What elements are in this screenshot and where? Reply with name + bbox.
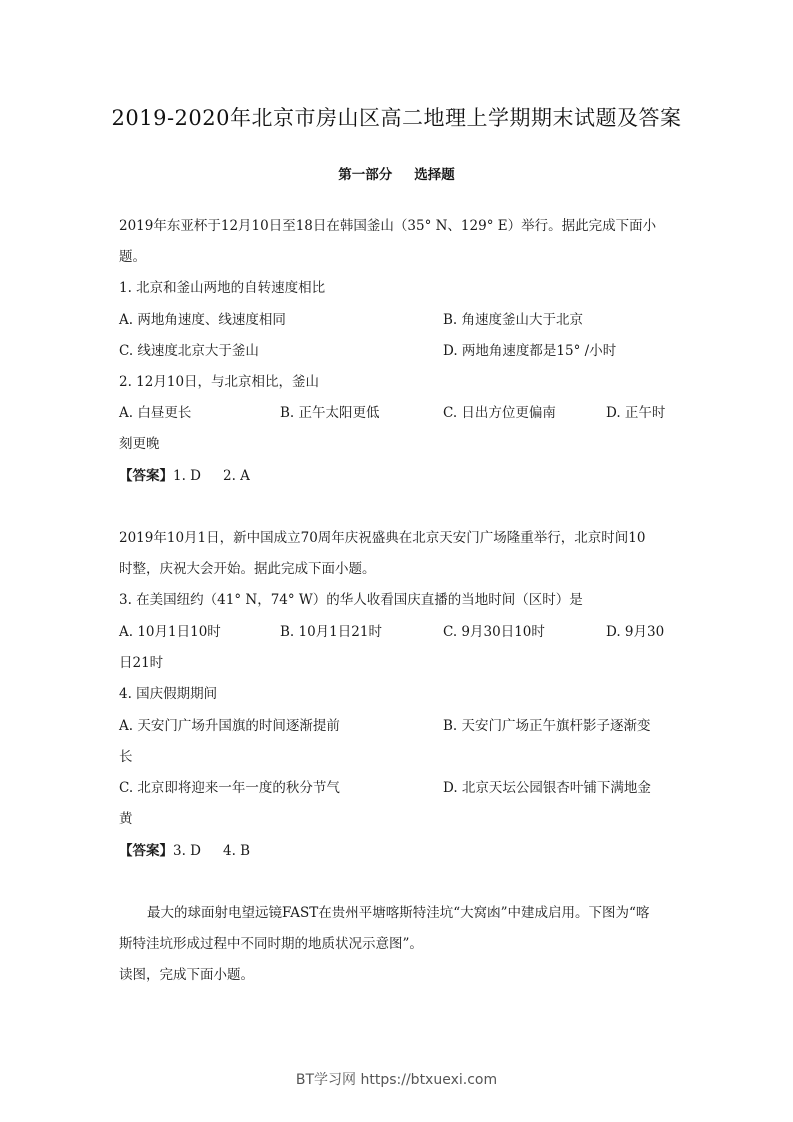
q2-option-b: B. 正午太阳更低 bbox=[280, 405, 380, 421]
q1-option-a: A. 两地角速度、线速度相同 bbox=[119, 312, 286, 328]
group1-intro-line1: 2019年东亚杯于12月10日至18日在韩国釜山（35° N、129° E）举行。据此完成下面小 bbox=[119, 218, 657, 234]
q4-option-a: A. 天安门广场升国旗的时间逐渐提前 bbox=[119, 718, 340, 734]
group2-intro-line1: 2019年10月1日，新中国成立70周年庆祝盛典在北京天安门广场隆重举行，北京时间10 bbox=[119, 530, 646, 546]
q4-option-c: C. 北京即将迎来一年一度的秋分节气 bbox=[119, 780, 340, 796]
q3-option-b: B. 10月1日21时 bbox=[280, 624, 382, 640]
answer-line-2 bbox=[119, 841, 679, 861]
answer-q3: 3. D bbox=[173, 843, 201, 859]
group3-intro-line3: 读图，完成下面小题。 bbox=[119, 967, 254, 983]
q4-option-b: B. 天安门广场正午旗杆影子逐渐变 bbox=[443, 718, 651, 734]
answer-tag: 【答案】 bbox=[119, 468, 173, 484]
q2-option-d: D. 正午时 bbox=[606, 405, 666, 421]
q2-option-c: C. 日出方位更偏南 bbox=[443, 405, 556, 421]
q2-option-a: A. 白昼更长 bbox=[119, 405, 192, 421]
q1-option-d: D. 两地角速度都是15° /小时 bbox=[443, 343, 617, 359]
section-name: 选择题 bbox=[414, 167, 455, 183]
document-title: 2019-2020年北京市房山区高二地理上学期期末试题及答案 bbox=[111, 106, 682, 130]
q1-option-b: B. 角速度釜山大于北京 bbox=[443, 312, 584, 328]
answer-tag: 【答案】 bbox=[119, 843, 173, 859]
q1-option-c: C. 线速度北京大于釜山 bbox=[119, 343, 259, 359]
section-part: 第一部分 bbox=[338, 167, 393, 183]
group1-intro-line2: 题。 bbox=[119, 249, 146, 265]
answer-line-1 bbox=[119, 466, 679, 486]
q3-option-a: A. 10月1日10时 bbox=[119, 624, 221, 640]
q4-option-b-wrap: 长 bbox=[119, 749, 133, 765]
q2-stem: 2. 12月10日，与北京相比，釜山 bbox=[119, 374, 320, 390]
q4-option-d: D. 北京天坛公园银杏叶铺下满地金 bbox=[443, 780, 651, 796]
footer-watermark: BT学习网 https://btxuexi.com bbox=[295, 1072, 498, 1088]
q3-stem: 3. 在美国纽约（41° N，74° W）的华人收看国庆直播的当地时间（区时）是 bbox=[119, 592, 583, 608]
q3-option-c: C. 9月30日10时 bbox=[443, 624, 545, 640]
q2-option-d-wrap: 刻更晚 bbox=[119, 436, 160, 452]
group3-intro-line1: 最大的球面射电望远镜FAST在贵州平塘喀斯特洼坑“大窝凼”中建成启用。下图为“喀 bbox=[147, 905, 650, 921]
q4-stem: 4. 国庆假期期间 bbox=[119, 686, 218, 702]
answer-q1: 1. D bbox=[173, 468, 201, 484]
q3-option-d: D. 9月30 bbox=[606, 624, 665, 640]
q4-option-d-wrap: 黄 bbox=[119, 811, 133, 827]
section-heading bbox=[0, 163, 793, 183]
answer-q4: 4. B bbox=[223, 843, 251, 859]
q3-option-d-wrap: 日21时 bbox=[119, 655, 164, 671]
group3-intro-line2: 斯特洼坑形成过程中不同时期的地质状况示意图”。 bbox=[119, 936, 423, 952]
group2-intro-line2: 时整，庆祝大会开始。据此完成下面小题。 bbox=[119, 561, 376, 577]
q1-stem: 1. 北京和釜山两地的自转速度相比 bbox=[119, 280, 326, 296]
answer-q2: 2. A bbox=[223, 468, 250, 484]
